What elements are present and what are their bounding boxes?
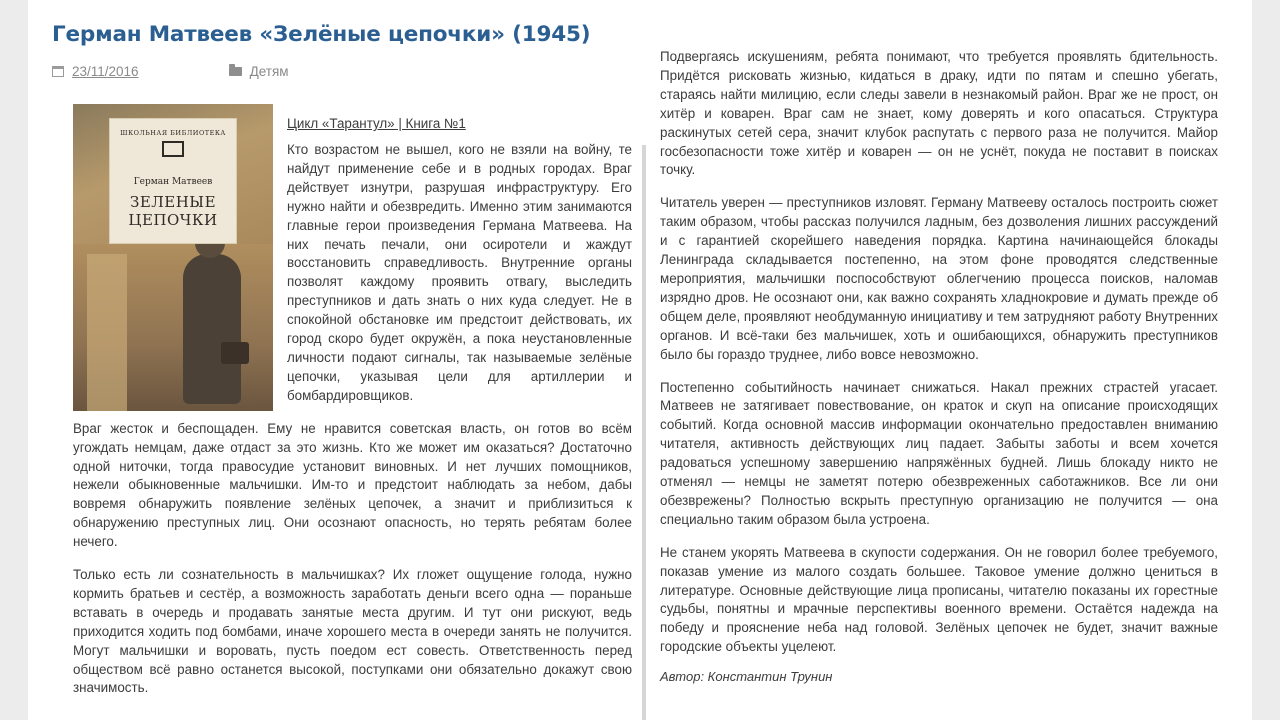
article-title[interactable]: Герман Матвеев «Зелёные цепочки» (1945) <box>52 22 591 47</box>
paragraph-right-3: Постепенно событийность начинает снижаться. Накал прежних страстей угасает. Матвеев не затягивает повествование, он краток и скуп на описание происходящих событий. Когда основной массив информации окончательно предоставлен вниманию читателя, активность действующих лиц падает. Забыты заботы и всем хочется радоваться успешному завершению напряжённых будней. Лишь блокаду никто не отменял — немцы не заметят потерю обезвреженных саботажников. Все ли они обезврежены? Полностью вскрыть преступную организацию не получится — она специально таким образом была устроена. <box>660 379 1218 527</box>
article-meta <box>52 62 289 80</box>
article-body-left <box>73 104 632 712</box>
paragraph-right-1: Подвергаясь искушениям, ребята понимают, что требуется проявлять бдительность. Придётся рисковать жизнью, кидаться в драку, идти по пятам и спешно убегать, стараясь найти милицию, если следы завели в незнакомый район. Враг же не прост, он хитёр и коварен. Враг сам не знает, кому доверять и кого опасаться. Структура раскинутых сетей сера, значит клубок распутать с первого раза не получится. Майор госбезопасности тоже хитёр и коварен — он не уснёт, покуда не поставит в поисках точку. <box>660 49 1218 178</box>
cover-illustration-figure <box>183 254 241 404</box>
cover-author: Герман Матвеев <box>133 177 213 187</box>
paragraph-left-1: Кто возрастом не вышел, кого не взяли на войну, те найдут применение себе и в родных городах. Враг действует изнутри, разрушая инфраструктуру. Его нужно найти и обезвредить. Именно этим занимаются главные герои произведения Германа Матвеева. На них печать печали, они осиротели и жаждут восстановить справедливость. Внутренние органы позволят каждому проявить отвагу, выследить преступников и дать знать о них куда следует. Не в спокойной обстановке им предстоит действовать, их город скоро будет окружён, а пока неустановленные личности подают сигналы, так называемые зелёные цепочки, указывая цели для артиллерии и бомбардировщиков. <box>287 142 632 403</box>
calendar-icon <box>52 66 64 77</box>
paragraph-right-4: Не станем укорять Матвеева в скупости содержания. Он не говорил более требуемого, показав умение из малого создать большее. Таковое умение должно цениться в литературе. Основные действующие лица прописаны, читателю показаны их горестные судьбы, понятны и мрачные перспективы военного времени. Остаётся надежда на победу и прояснение неба над головой. Зелёных цепочек не будет, значит важные городские объекты уцелеют. <box>660 544 1218 655</box>
column-divider <box>642 145 646 720</box>
cover-title-plate <box>109 118 237 244</box>
cover-series-label: ШКОЛЬНАЯ БИБЛИОТЕКА <box>120 129 226 137</box>
cover-illustration-column <box>87 254 127 411</box>
paragraph-right-2: Читатель уверен — преступников изловят. Герману Матвееву осталось построить сюжет таким образом, чтобы рассказ получился ладным, без дозволения лишних рассуждений и с гарантией скорейшего наведения порядка. Картина начинающейся блокады Ленинграда складывается постепенно, на этом фоне проводятся следственные мероприятия, мальчишки поспособствуют облегчению процесса поисков, наломав изрядно дров. Не осознают они, как важно сохранять хладнокровие и думать прежде об общем деле, проявляют необдуманную инициативу и тем затрудняют работу Внутренних органов. И всё-таки без мальчишек, хоть и ошибающихся, обнаружить преступников было бы гораздо труднее, либо вовсе невозможно. <box>660 195 1218 362</box>
author-credit: Автор: Константин Трунин <box>660 669 833 685</box>
article-category <box>229 64 289 79</box>
cover-book-title: ЗЕЛЕНЫЕ ЦЕПОЧКИ <box>128 193 218 229</box>
article-left-column <box>52 0 634 720</box>
cover-illustration-suitcase <box>221 342 249 364</box>
series-link[interactable]: Цикл «Тарантул» | Книга №1 <box>287 116 466 131</box>
article-date-link[interactable]: 23/11/2016 <box>72 63 139 79</box>
category-link[interactable]: Детям <box>249 63 289 79</box>
book-cover-image[interactable] <box>73 104 273 411</box>
article-right-column <box>660 48 1218 684</box>
paragraph-left-3: Только есть ли сознательность в мальчишках? Их гложет ощущение голода, нужно кормить братьев и сестёр, а возможность заработать деньги всего одна — пораньше вставать в очередь и продавать занятые места другим. И тут они рискуют, ведь приходится ходить под бомбами, иначе хорошего места в очереди занять не получится. Могут мальчишки и воровать, пусть поедом ест совесть. Ответственность перед обществом всё равно останется высокой, поступками они обязательно докажут свою значимость. <box>73 567 632 696</box>
paragraph-left-2: Враг жесток и беспощаден. Ему не нравится советская власть, он готов во всём угождать немцам, даже отдаст за это жизнь. Кто же может им оказаться? Достаточно одной ниточки, тогда правосудие установит виновных. И нет лучших помощников, нежели обыкновенные мальчишки. Им-то и предстоит наблюдать за небом, дабы вовремя обнаружить появление зелёных цепочек, а значит и приблизиться к обнаружению преступных лиц. Они осознают опасность, но терять ребятам более нечего. <box>73 420 632 550</box>
book-emblem-icon <box>162 141 184 157</box>
folder-icon <box>229 67 242 76</box>
